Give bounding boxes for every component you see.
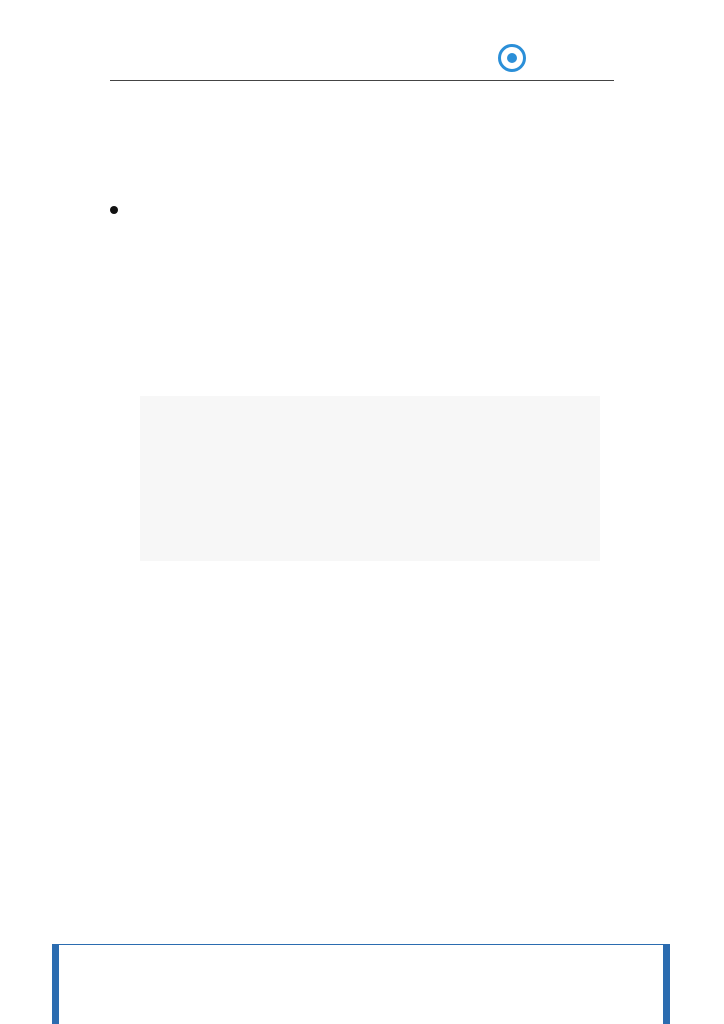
brand-logo	[498, 44, 532, 72]
footer-left-bar	[52, 944, 59, 1024]
eye-logo-icon	[498, 44, 526, 72]
footer-divider	[52, 944, 670, 945]
bullet-icon	[110, 206, 118, 214]
credit-reporting-market-chart	[130, 698, 596, 922]
header-divider	[110, 80, 614, 81]
footer-right-bar	[663, 944, 670, 1024]
subsection-heading	[110, 206, 132, 214]
credit-charts-figure	[140, 396, 600, 561]
